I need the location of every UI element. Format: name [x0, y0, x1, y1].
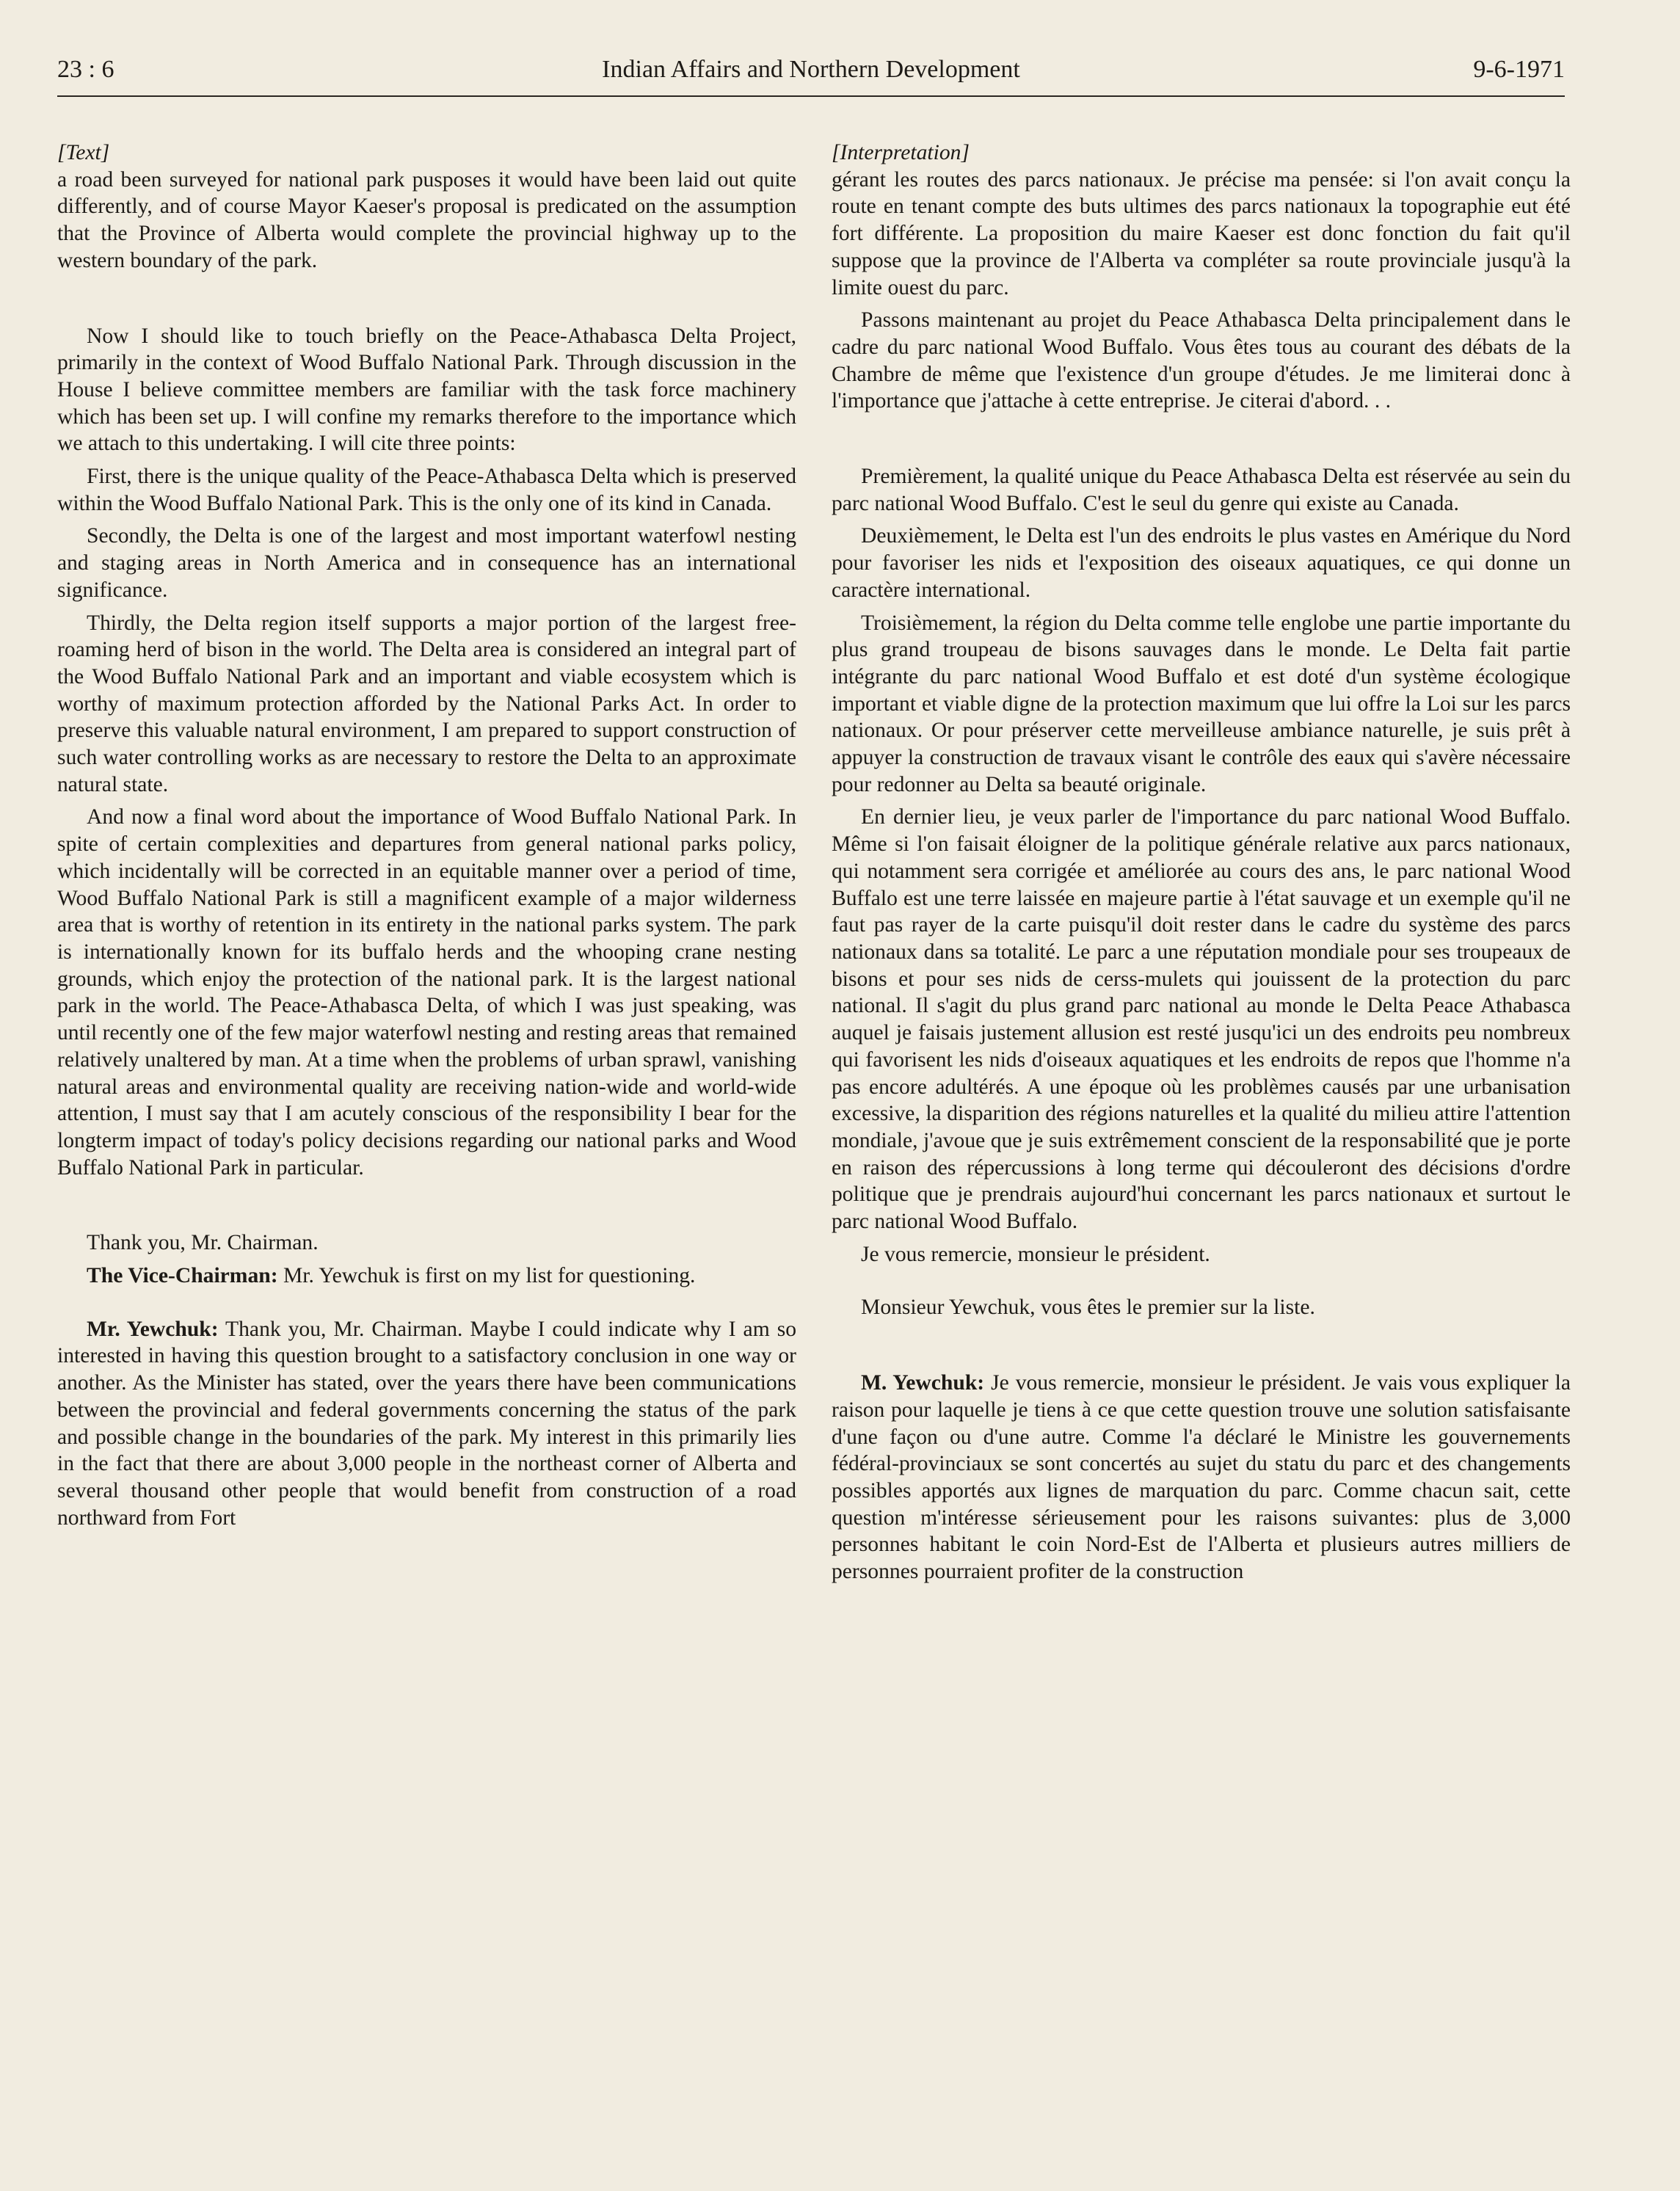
page-header: [57, 50, 1565, 97]
paragraph: First, there is the unique quality of the Peace-Athabasca Delta which is preserved within the Wood Buffalo National Park. This is the only one of its kind in Canada.: [57, 465, 796, 515]
text-tag: [Text]: [57, 141, 110, 164]
paragraph: Thank you, Mr. Chairman.: [87, 1231, 319, 1255]
paragraph: a road been surveyed for national park pusposes it would have been laid out quite differently, and of course Mayor Kaeser's proposal is predicated on the assumption that the Province of Alberta would complete the provincial highway up to the western boundary of the park.: [57, 167, 796, 272]
speaker-paragraph: [57, 1262, 796, 1290]
page-date: 9-6-1971: [1473, 56, 1565, 83]
paragraph: Thirdly, the Delta region itself supports a major portion of the largest free-roaming herd of bison in the world. The Delta area is considered an integral part of the Wood Buffalo National Park and an important and viable ecosystem which is worthy of maximum protection afforded by the National Parks Act. In order to preserve this valuable natural environment, I am prepared to support construction of such water controlling works as are necessary to restore the Delta to an approximate natural state.: [57, 611, 796, 796]
speech-text: Mr. Yewchuk is first on my list for questioning.: [277, 1264, 696, 1288]
english-column: [57, 139, 796, 1531]
paragraph: Secondly, the Delta is one of the largest and most important waterfowl nesting and staging areas in North America and in consequence has an international significance.: [57, 524, 796, 602]
paragraph: gérant les routes des parcs nationaux. Je précise ma pensée: si l'on avait conçu la route en tenant compte des buts ultimes des parcs nationaux la topographie eut été fort différente. La proposition du maire Kaeser est donc fonction du fait qu'il suppose que la province de l'Alberta va compléter sa route provinciale jusqu'à la limite ouest du parc.: [832, 167, 1571, 299]
paragraph: Troisièmement, la région du Delta comme telle englobe une partie importante du plus grand troupeau de bisons sauvages dans le monde. Le Delta fait partie intégrante du parc national Wood Buffalo et est doté d'un système écologique important et viable digne de la protection maximum que lui offre la Loi sur les parcs nationaux. Or pour préserver cette merveilleuse ambiance naturelle, je suis prêt à appuyer la construction de travaux visant le contrôle des eaux qui s'avère nécessaire pour redonner au Delta sa beauté originale.: [832, 611, 1571, 796]
paragraph: Deuxièmement, le Delta est l'un des endroits le plus vastes en Amérique du Nord pour favoriser les nids et l'exposition des oiseaux aquatiques, ce qui donne un caractère international.: [832, 524, 1571, 602]
interpretation-tag: [Interpretation]: [832, 141, 970, 164]
page-number: 23 : 6: [57, 56, 114, 83]
speech-text: Je vous remercie, monsieur le président. Je vais vous expliquer la raison pour laquelle je tiens à ce que cette question trouve une solution satisfaisante d'une façon ou d'une autre. Comme l'a déclaré le Ministre les gouvernements fédéral-provinciaux se sont concertés au sujet du statu du parc et des changements possibles apportés aux lignes de marquation du parc. Comme chacun sait, cette question m'intéresse sérieusement pour les raisons suivantes: plus de 3,000 personnes habitant le coin Nord-Est de l'Alberta et plusieurs autres milliers de personnes pourraient profiter de la construction: [832, 1371, 1571, 1584]
french-column: [832, 139, 1571, 1585]
paragraph: Premièrement, la qualité unique du Peace Athabasca Delta est réservée au sein du parc national Wood Buffalo. C'est le seul du genre qui existe au Canada.: [832, 465, 1571, 515]
speaker-name: M. Yewchuk:: [861, 1371, 985, 1395]
speaker-name: Mr. Yewchuk:: [87, 1317, 219, 1341]
speaker-name: The Vice-Chairman:: [87, 1264, 278, 1288]
speaker-paragraph: [832, 1370, 1571, 1585]
paragraph: En dernier lieu, je veux parler de l'importance du parc national Wood Buffalo. Même si l'on faisait éloigner de la politique générale relative aux parcs nationaux, qui notamment sera corrigée et améliorée au cours des ans, le parc national Wood Buffalo est une terre laissée en majeure partie à l'état sauvage et un exemple qu'il ne faut pas rayer de la carte puisqu'il doit rester dans le cadre du système des parcs nationaux dans sa totalité. Le parc a une réputation mondiale pour ses troupeaux de bisons et pour ses nids de cerss-mulets qui jouissent de la protection du parc national. Il s'agit du plus grand parc national au monde le Delta Peace Athabasca auquel je faisais justement allusion est resté jusqu'ici un des endroits peu nombreux qui favorisent les nids d'oiseaux aquatiques et les endroits de repos que l'homme n'a pas encore adultérés. A une époque où les problèmes causés par une urbanisation excessive, la disparition des régions naturelles et la qualité du milieu attire l'attention mondiale, j'avoue que je suis extrêmement conscient de la responsabilité que je porte en raison des répercussions à long terme qui découleront des décisions d'ordre politique que je prendrais aujourd'hui concernant les parcs nationaux et surtout le parc national Wood Buffalo.: [832, 805, 1571, 1234]
paragraph: Monsieur Yewchuk, vous êtes le premier sur la liste.: [861, 1296, 1315, 1320]
paragraph: And now a final word about the importance of Wood Buffalo National Park. In spite of certain complexities and departures from general national parks policy, which incidentally will be corrected in an equitable manner over a period of time, Wood Buffalo National Park is still a magnificent example of a major wilderness area that is worthy of retention in its entirety in the national parks system. The park is internationally known for its buffalo herds and the whooping crane nesting grounds, which enjoy the protection of the national park. It is the largest national park in the world. The Peace-Athabasca Delta, of which I was just speaking, was until recently one of the few major waterfowl nesting and resting areas that remained relatively unaltered by man. At a time when the problems of urban sprawl, vanishing natural areas and environmental quality are receiving nation-wide and world-wide attention, I must say that I am acutely conscious of the responsibility I bear for the longterm impact of today's policy decisions regarding our national parks and Wood Buffalo National Park in particular.: [57, 805, 796, 1180]
paragraph: Passons maintenant au projet du Peace Athabasca Delta principalement dans le cadre du parc national Wood Buffalo. Vous êtes tous au courant des débats de la Chambre de même que l'existence d'un groupe d'études. Je me limiterai donc à l'importance que j'attache à cette entreprise. Je citerai d'abord. . .: [832, 308, 1571, 413]
running-title: Indian Affairs and Northern Development: [602, 56, 1020, 83]
paragraph: Now I should like to touch briefly on the Peace-Athabasca Delta Project, primarily in the context of Wood Buffalo National Park. Through discussion in the House I believe committee members are familiar with the task force machinery which has been set up. I will confine my remarks therefore to the importance which we attach to this undertaking. I will cite three points:: [57, 324, 796, 456]
speaker-paragraph: [57, 1316, 796, 1532]
paragraph: Je vous remercie, monsieur le président.: [861, 1242, 1210, 1266]
speech-text: Thank you, Mr. Chairman. Maybe I could indicate why I am so interested in having this question brought to a satisfactory conclusion in one way or another. As the Minister has stated, over the years there have been communications between the provincial and federal governments concerning the status of the park and possible change in the boundaries of the park. My interest in this primarily lies in the fact that there are about 3,000 people in the northeast corner of Alberta and several thousand other people that would benefit from construction of a road northward from Fort: [57, 1317, 797, 1530]
